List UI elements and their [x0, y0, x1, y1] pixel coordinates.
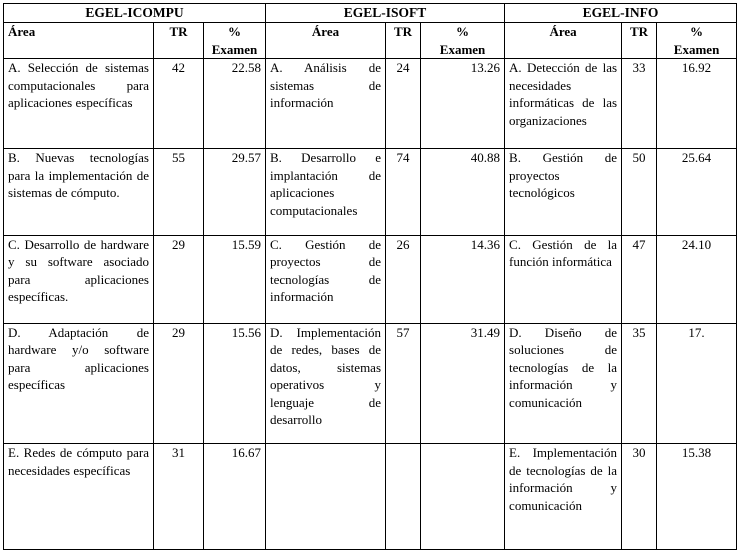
group-header-row [4, 4, 737, 23]
icompu-tr-cell: 29 [154, 323, 204, 444]
col-header-pct-label: Examen [211, 41, 258, 57]
col-header-pct-symbol: % [228, 24, 241, 39]
group-title-icompu: EGEL-ICOMPU [4, 4, 266, 23]
col-header-pct [421, 23, 505, 59]
group-title-info: EGEL-INFO [505, 4, 737, 23]
col-header-tr: TR [386, 23, 421, 59]
isoft-pct-cell [421, 444, 505, 550]
info-pct-cell: 15.38 [657, 444, 737, 550]
isoft-pct-cell: 13.26 [421, 59, 505, 149]
icompu-tr-cell: 29 [154, 235, 204, 323]
isoft-area-cell: C. Gestión de proyectos de tecnologías de información [266, 235, 386, 323]
icompu-area-cell: C. Desarrollo de hardware y su software asociado para aplicaciones específicas. [4, 235, 154, 323]
info-tr-cell: 30 [622, 444, 657, 550]
icompu-tr-cell: 42 [154, 59, 204, 149]
info-tr-cell: 33 [622, 59, 657, 149]
column-header-row [4, 23, 737, 59]
table-row [4, 444, 737, 550]
col-header-area: Área [4, 23, 154, 59]
isoft-area-cell: A. Análisis de sistemas de información [266, 59, 386, 149]
isoft-tr-cell [386, 444, 421, 550]
isoft-area-cell: B. Desarrollo e implantación de aplicaciones computacionales [266, 149, 386, 235]
info-area-cell: C. Gestión de la función informática [505, 235, 622, 323]
info-pct-cell: 16.92 [657, 59, 737, 149]
col-header-pct-label: Examen [439, 41, 486, 57]
icompu-pct-cell: 29.57 [204, 149, 266, 235]
col-header-pct-label: Examen [673, 41, 720, 57]
icompu-pct-cell: 16.67 [204, 444, 266, 550]
table-row [4, 323, 737, 444]
table-row [4, 149, 737, 235]
col-header-area: Área [505, 23, 622, 59]
col-header-tr: TR [154, 23, 204, 59]
isoft-pct-cell: 31.49 [421, 323, 505, 444]
icompu-area-cell: B. Nuevas tecnologías para la implementación de sistemas de cómputo. [4, 149, 154, 235]
info-tr-cell: 35 [622, 323, 657, 444]
col-header-tr: TR [622, 23, 657, 59]
isoft-tr-cell: 57 [386, 323, 421, 444]
info-pct-cell: 25.64 [657, 149, 737, 235]
isoft-pct-cell: 40.88 [421, 149, 505, 235]
isoft-tr-cell: 74 [386, 149, 421, 235]
isoft-tr-cell: 26 [386, 235, 421, 323]
icompu-pct-cell: 15.56 [204, 323, 266, 444]
info-area-cell: A. Detección de las necesidades informáticas de las organizaciones [505, 59, 622, 149]
icompu-tr-cell: 55 [154, 149, 204, 235]
isoft-area-cell [266, 444, 386, 550]
icompu-area-cell: A. Selección de sistemas computacionales para aplicaciones específicas [4, 59, 154, 149]
icompu-area-cell: E. Redes de cómputo para necesidades específicas [4, 444, 154, 550]
col-header-area: Área [266, 23, 386, 59]
info-area-cell: B. Gestión de proyectos tecnológicos [505, 149, 622, 235]
isoft-pct-cell: 14.36 [421, 235, 505, 323]
icompu-area-cell: D. Adaptación de hardware y/o software para aplicaciones específicas [4, 323, 154, 444]
table-row [4, 59, 737, 149]
table-row [4, 235, 737, 323]
info-pct-cell: 17. [657, 323, 737, 444]
info-pct-cell: 24.10 [657, 235, 737, 323]
isoft-tr-cell: 24 [386, 59, 421, 149]
info-tr-cell: 47 [622, 235, 657, 323]
group-title-isoft: EGEL-ISOFT [266, 4, 505, 23]
egel-areas-table [3, 3, 737, 550]
col-header-pct-symbol: % [456, 24, 470, 39]
icompu-pct-cell: 22.58 [204, 59, 266, 149]
info-tr-cell: 50 [622, 149, 657, 235]
icompu-pct-cell: 15.59 [204, 235, 266, 323]
info-area-cell: D. Diseño de soluciones de tecnologías de la información y comunicación [505, 323, 622, 444]
col-header-pct-symbol: % [690, 24, 704, 39]
col-header-pct [204, 23, 266, 59]
isoft-area-cell: D. Implementación de redes, bases de datos, sistemas operativos y lenguaje de desarrollo [266, 323, 386, 444]
icompu-tr-cell: 31 [154, 444, 204, 550]
info-area-cell: E. Implementación de tecnologías de la información y comunicación [505, 444, 622, 550]
col-header-pct [657, 23, 737, 59]
